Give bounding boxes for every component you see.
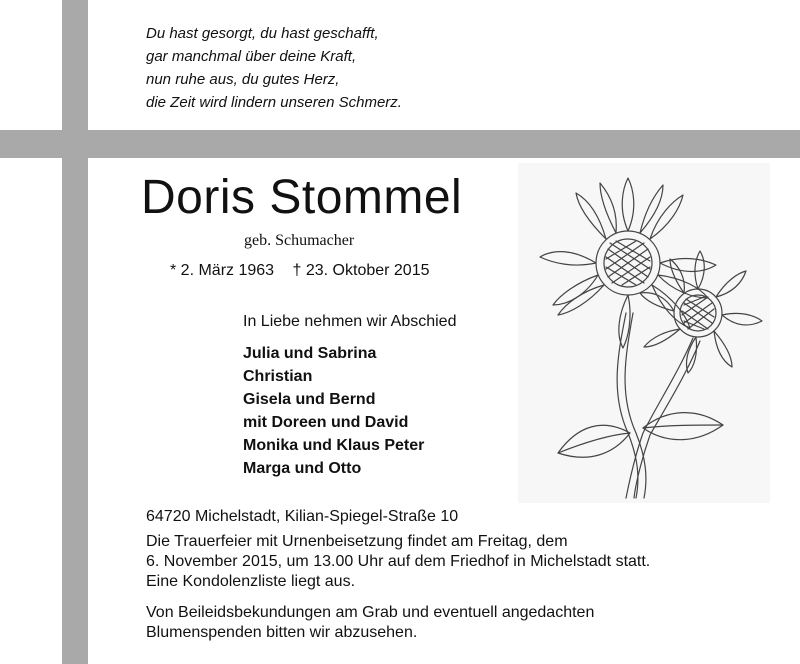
- farewell-intro: In Liebe nehmen wir Abschied: [243, 313, 457, 330]
- ceremony-line: Eine Kondolenzliste liegt aus.: [146, 573, 356, 590]
- cross-vertical-bar: [62, 0, 88, 664]
- life-dates: [170, 262, 444, 280]
- cross-horizontal-bar: [0, 130, 800, 158]
- ceremony-line: 6. November 2015, um 13.00 Uhr auf dem Friedhof in Michelstadt statt.: [146, 553, 651, 570]
- birth-date: * 2. März 1963: [170, 262, 275, 279]
- mourner: mit Doreen und David: [243, 414, 409, 431]
- poem-line: Du hast gesorgt, du hast geschafft,: [146, 25, 379, 42]
- request-line: Blumenspenden bitten wir abzusehen.: [146, 624, 418, 641]
- maiden-name: geb. Schumacher: [244, 232, 355, 249]
- mourner: Christian: [243, 368, 313, 385]
- mourners-list: [243, 342, 424, 480]
- poem-line: nun ruhe aus, du gutes Herz,: [146, 71, 340, 88]
- poem-line: gar manchmal über deine Kraft,: [146, 48, 357, 65]
- mourner: Monika und Klaus Peter: [243, 437, 425, 454]
- mourner: Marga und Otto: [243, 460, 362, 477]
- ceremony-line: Die Trauerfeier mit Urnenbeisetzung findet am Freitag, dem: [146, 533, 568, 550]
- mourner: Julia und Sabrina: [243, 345, 377, 362]
- mourner: Gisela und Bernd: [243, 391, 376, 408]
- poem-line: die Zeit wird lindern unseren Schmerz.: [146, 94, 402, 111]
- poem: [146, 22, 402, 114]
- condolence-request: [146, 603, 594, 643]
- request-line: Von Beileidsbekundungen am Grab und eventuell angedachten: [146, 604, 595, 621]
- deceased-name: Doris Stommel: [141, 171, 463, 224]
- address: 64720 Michelstadt, Kilian-Spiegel-Straße 10: [146, 508, 459, 525]
- sunflower-drawing-icon: [518, 163, 770, 503]
- death-date: † 23. Oktober 2015: [292, 262, 430, 279]
- ceremony-info: [146, 532, 650, 592]
